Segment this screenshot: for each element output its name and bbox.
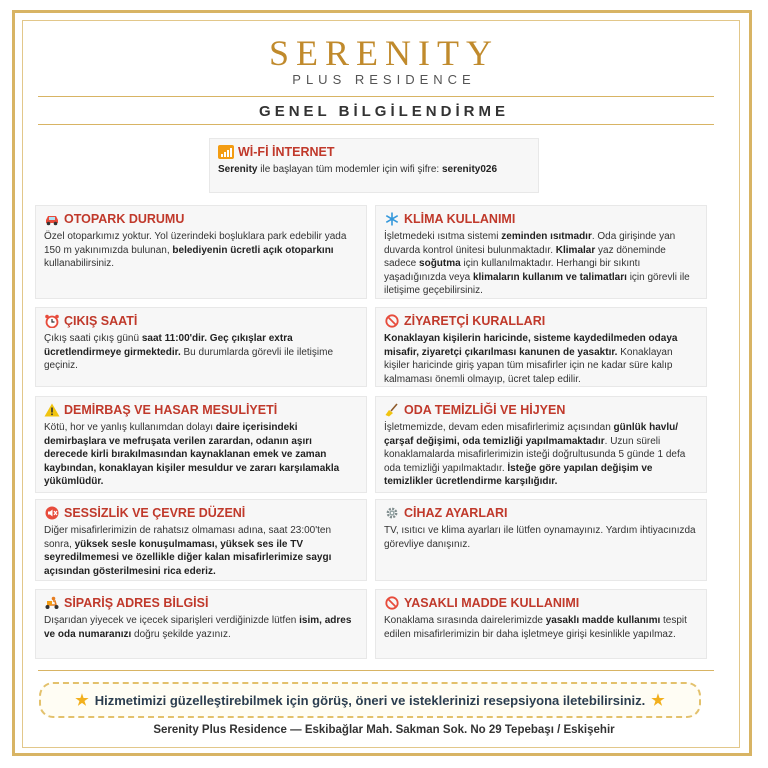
card-siparis [35,589,367,659]
signal-bars-icon [218,145,234,159]
card-title: SESSİZLİK VE ÇEVRE DÜZENİ [64,506,246,520]
wifi-card [209,138,539,193]
prohibited-icon [384,596,400,610]
card-text: Diğer misafirlerimizin de rahatsız olmaması adına, saat 23:00'ten sonra, yüksek sesle konuşulmaması, yüksek ses ile TV seyredilmemesi ve özellikle diğer kalan misafirlerimize saygı açısından gösterilmesini rica ederiz. [44,525,332,577]
prohibited-icon [384,314,400,328]
feedback-text: Hizmetimizi güzelleştirebilmek için görüş, öneri ve isteklerinizi resepsiyona iletebilirsiniz. [94,692,646,708]
card-cihaz [375,499,707,581]
snowflake-icon [384,212,400,226]
divider [38,96,714,97]
divider [38,670,714,671]
card-yasakli [375,589,707,659]
card-text: TV, ısıtıcı ve klima ayarları ile lütfen oynamayınız. Yardım ihtiyacınızda görevliye danışınız. [384,525,696,550]
card-title: YASAKLI MADDE KULLANIMI [404,596,580,610]
card-cikis [35,307,367,387]
card-title: OTOPARK DURUMU [64,212,185,226]
gear-icon [384,506,400,520]
car-icon [44,212,60,226]
card-klima [375,205,707,299]
star-icon: ★ [75,692,89,709]
brand-subtitle: PLUS RESIDENCE [292,72,476,87]
muted-speaker-icon [44,506,60,520]
card-text: Özel otoparkımız yoktur. Yol üzerindeki boşluklara park edebilir yada 150 m yakınımızda bulunan, belediyenin ücretli açık otoparkını kullanabilirsiniz. [44,231,347,269]
warning-icon [44,403,60,417]
card-ziyaretci [375,307,707,387]
card-text: İşletmemizde, devam eden misafirlerimiz açısından günlük havlu/çarşaf değişimi, oda temizliği yapılmamaktadır. Uzun süreli konaklamalarda misafirlerimizin isteği doğrultusunda 5 günde 1 defa oda temizliği yapılmaktadır. İsteğe göre yapılan değişim ve temizlikler ücretlendirme karşılığıdır. [384,422,686,487]
section-title: GENEL BİLGİLENDİRME [259,103,509,120]
star-icon: ★ [651,692,665,709]
brand-title: SERENITY [269,33,499,73]
card-title: SİPARİŞ ADRES BİLGİSİ [64,596,209,610]
card-title: ODA TEMİZLİĞİ VE HİJYEN [404,403,566,417]
card-text: İşletmedeki ısıtma sistemi zeminden ısıtmadır. Oda girişinde yan duvarda kontrol ünitesi bulunmaktadır. Klimalar yaz döneminde sadece soğutma için kullanılmaktadır. Herhangi bir sıkıntı yaşadığınızda veya klimaların kullanım ve talimatları için görevli ile iletişime geçebilirsiniz. [384,231,690,296]
card-text: Konaklama sırasında dairelerimizde yasaklı madde kullanımı tespit edilen misafirlerimizin bir daha işletmeye girişi kesinlikle yapılmaz. [384,615,687,640]
card-otopark [35,205,367,299]
broom-icon [384,403,400,417]
wifi-title: Wİ-Fİ İNTERNET [238,145,335,159]
card-text: Konaklayan kişilerin haricinde, sisteme kaydedilmeden odaya misafir, ziyaretçi çıkarılması kanunen de yasaktır. Konaklayan kişiler haricinde giriş yapan tüm misafirler için ne kadar süre kalıp kalmaması önemli olmayıp, ücret talep edilir. [384,333,678,385]
card-temizlik [375,396,707,493]
card-sessizlik [35,499,367,581]
card-title: CİHAZ AYARLARI [404,506,508,520]
card-title: ÇIKIŞ SAATİ [64,314,138,328]
card-title: ZİYARETÇİ KURALLARI [404,314,546,328]
card-demirbas [35,396,367,493]
card-text: Kötü, hor ve yanlış kullanımdan dolayı daire içerisindeki demirbaşlara ve mefruşata verilen zarardan, odanın aşırı derecede kirli bırakılmasından kaynaklanan emek ve zaman kaybından, konaklayan kişiler mesuldur ve zararı karşılamakla yükümlüdür. [44,422,340,487]
card-title: KLİMA KULLANIMI [404,212,516,226]
card-title: DEMİRBAŞ VE HASAR MESULİYETİ [64,403,278,417]
card-text: Dışarıdan yiyecek ve içecek siparişleri verdiğinizde lütfen isim, adres ve oda numaranızı doğru şekilde yazınız. [44,615,352,640]
card-text: Çıkış saati çıkış günü saat 11:00'dir. Geç çıkışlar extra ücretlendirmeye girmektedir. Bu durumlarda görevli ile iletişime geçiniz. [44,333,334,371]
wifi-text: Serenity ile başlayan tüm modemler için wifi şifre: serenity026 [218,164,498,175]
address-footer: Serenity Plus Residence — Eskibağlar Mah. Sakman Sok. No 29 Tepebaşı / Eskişehir [153,724,615,736]
alarm-clock-icon [44,314,60,328]
feedback-notice [39,682,701,718]
divider [38,124,714,125]
scooter-icon [44,596,60,610]
